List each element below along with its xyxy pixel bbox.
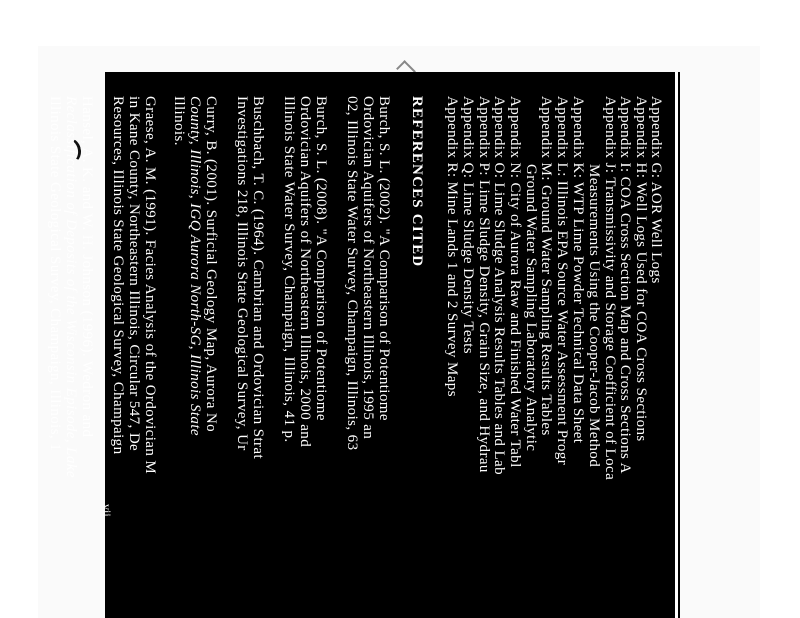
reference-line: Resources, Illinois State Geological Survey, Champaign — [110, 96, 126, 455]
reference-line: Limestone in the Fox River Valley, Northeastern Illinois. Guideb — [0, 96, 16, 509]
page-edge — [675, 72, 678, 618]
reference-line: Investigations 218, Illinois State Geological Survey, Ur — [234, 96, 250, 451]
appendix-line: Ground Water Sampling Laboratory Analytic — [523, 164, 539, 452]
rotated-text-block — [0, 72, 680, 618]
appendix-line: Appendix Q: Lime Sludge Density Tests — [460, 96, 476, 355]
appendix-line: Appendix R: Mine Lands 1 and 2 Survey Maps — [444, 96, 460, 397]
page-number: vii — [100, 504, 114, 517]
reference-line: Illinois. — [171, 96, 187, 146]
reference-line: Illinois State Geological Survey, Champaign, Illinois, 1 — [47, 96, 63, 452]
appendix-line: Appendix J: Transmissivity and Storage Coefficient of Loca — [602, 96, 618, 481]
reference-line: 02, Illinois State Water Survey, Champaign, Illinois, 63 — [344, 96, 360, 451]
reference-line: Curry, B. (2001). Surficial Geology Map, Aurora No — [203, 96, 219, 433]
appendix-line: Appendix G: AOR Well Logs — [648, 96, 664, 284]
reference-line: Illinois State Water Survey, Champaign, Illinois, 41 p. — [281, 96, 297, 443]
reference-line: Buschbach, T. C. (1964). Cambrian and Ordovician Strat — [250, 96, 266, 460]
appendix-line: Measurements Using the Cooper-Jacob Method — [586, 164, 602, 468]
references-heading: REFERENCES CITED — [409, 96, 425, 268]
appendix-line: Appendix N: City of Aurora Raw and Finished Water Tabl — [507, 96, 523, 468]
reference-line: Burch, S. L. (2002). "A Comparison of Potentiome — [376, 96, 392, 421]
reference-line: in Kane County, Northeastern Illinois, Circular 547, De — [126, 96, 142, 452]
reference-line: Ordovician Aquifers of Northeastern Illinois, 2000 and — [297, 96, 313, 448]
reference-line: Graese, A. M. (1991). Facies Analysis of the Ordovician M — [142, 96, 158, 475]
reference-line: Ordovician Aquifers of Northeastern Illinois, 1995 an — [360, 96, 376, 440]
document-page — [0, 72, 680, 618]
reference-line: Mikulic, D. G., M. L. Sargent, R. D. Norby and D. R. K — [16, 96, 32, 454]
reference-line: Hansel, A. K. and W. H. Johnson (1996). Wedron and — [79, 96, 95, 438]
reference-line: Reclassification of Deposits of the Wisconsin Episode, Lake — [63, 96, 79, 478]
reference-line: County, Illinois, IGQ Aurora North-SG, Illinois State — [187, 96, 203, 436]
appendix-line: Appendix K: WTP Lime Powder Technical Data Sheet — [570, 96, 586, 444]
reference-line: Burch, S. L. (2008). "A Comparison of Potentiome — [313, 96, 329, 421]
appendix-line: Appendix O: Lime Sludge Analysis Results Tables and Lab — [491, 96, 507, 475]
appendix-line: Appendix M: Ground Water Sampling Results Tables — [538, 96, 554, 436]
appendix-line: Appendix H: Well Logs Used for COA Cross Sections — [633, 96, 649, 442]
appendix-line: Appendix P: Lime Sludge Density, Grain Size, and Hydrau — [476, 96, 492, 473]
appendix-line: Appendix L: Illinois EPA Source Water Assessment Progr — [554, 96, 570, 466]
appendix-line: Appendix I: COA Cross Section Map and Cross Sections A — [617, 96, 633, 474]
